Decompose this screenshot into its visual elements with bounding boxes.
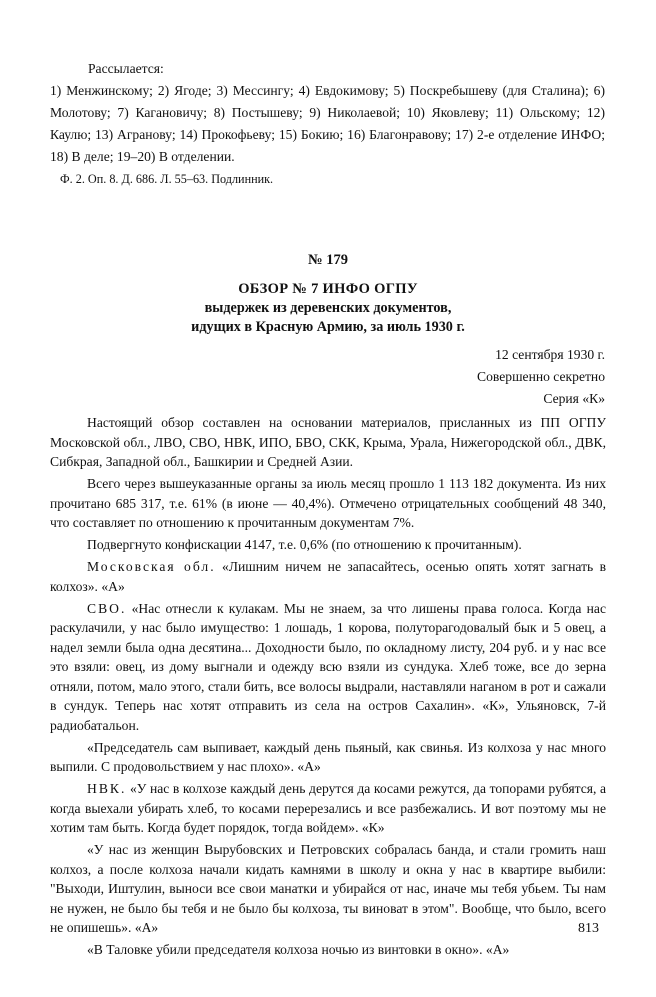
document-number: № 179 — [308, 252, 348, 268]
region-label: НВК. — [87, 781, 127, 796]
paragraph — [50, 413, 606, 472]
region-label: Московская обл. — [87, 559, 216, 574]
paragraph — [50, 557, 606, 596]
document-meta — [477, 344, 605, 410]
document-subtitle — [0, 299, 656, 337]
paragraph-text: Подвергнуто конфискации 4147, т.е. 0,6% (по отношению к прочитанным). — [87, 537, 522, 552]
series-label: Серия «К» — [543, 391, 605, 406]
paragraph — [50, 599, 606, 736]
paragraph-text: «У нас из женщин Вырубовских и Петровских собралась банда, и стали громить наш колхоз, а после колхоза начали кидать камнями в школу и окна у нас в квартире выбили: "Выходи, Иштулин, выноси все свои манатки и убирайся от нас, иначе мы тебя убьем. Ты нам не нужен, не было бы тебя и не было бы колхоза, ты виноват в этом". Вообще, что было, всего не опишешь». «А» — [50, 842, 606, 935]
paragraph — [50, 940, 606, 960]
document-title: ОБЗОР № 7 ИНФО ОГПУ — [238, 281, 418, 297]
paragraph — [50, 474, 606, 533]
subtitle-line-2: идущих в Красную Армию, за июль 1930 г. — [191, 319, 465, 335]
document-date: 12 сентября 1930 г. — [495, 347, 605, 362]
classification-label: Совершенно секретно — [477, 369, 605, 384]
paragraph-text: «Нас отнесли к кулакам. Мы не знаем, за что лишены права голоса. Когда нас раскулачили, у нас было имущество: 1 лошадь, 1 корова, полуторагодовалый бык и 5 овец, а надел земли была одна десятина... Доходности было, по окладному листу, 204 руб. и у нас все это взяли: овец, из дому выгнали и одежду всю взяли из сундука. Хлеб тоже, все до зерна отняли, потом, мало этого, стали бить, все волосы выдрали, наставляли наганом в рот и сажали в сундук. Теперь нас хотят отправить из села на остров Сахалин». «К», Ульяновск, 7-й радиобатальон. — [50, 600, 606, 733]
distribution-list — [50, 58, 605, 168]
document-body — [50, 413, 606, 962]
distribution-label: Рассылается: — [88, 61, 164, 76]
paragraph-text: Всего через вышеуказанные органы за июль месяц прошло 1 113 182 документа. Из них прочитано 685 317, т.е. 61% (в июне — 40,4%). Отмечено отрицательных сообщений 48 340, что составляет по отношению к прочитанным документам 7%. — [50, 476, 606, 530]
paragraph-text: «Председатель сам выпивает, каждый день пьяный, как свинья. Из колхоза у нас много выпили. С продовольствием у нас плохо». «А» — [50, 739, 606, 774]
region-label: СВО. — [87, 600, 127, 616]
paragraph — [50, 779, 606, 838]
paragraph — [50, 840, 606, 938]
paragraph — [50, 535, 606, 555]
distribution-text: 1) Менжинскому; 2) Ягоде; 3) Мессингу; 4) Евдокимову; 5) Поскребышеву (для Сталина); 6) Молотову; 7) Кагановичу; 8) Постышеву; 9) Николаевой; 10) Яковлеву; 11) Ольскому; 12) Каулю; 13) Агранову; 14) Прокофьеву; 15) Бокию; 16) Благонравову; 17) 2-е отделение ИНФО; 18) В деле; 19–20) В отделении. — [50, 83, 605, 164]
paragraph-text: «Лишним ничем не запасайтесь, осенью опять хотят загнать в колхоз». «А» — [50, 559, 607, 594]
page-number: 813 — [578, 921, 599, 936]
paragraph-text: Настоящий обзор составлен на основании материалов, присланных из ПП ОГПУ Московской обл., ЛВО, СВО, НВК, ИПО, БВО, СКК, Крыма, Урала, Нижегородской обл., ДВК, Сибкрая, Западной обл., Башкирии и Средней Азии. — [50, 415, 606, 469]
paragraph — [50, 738, 606, 777]
paragraph-text: «В Таловке убили председателя колхоза ночью из винтовки в окно». «А» — [87, 942, 510, 957]
paragraph-text: «У нас в колхозе каждый день дерутся да косами режутся, да топорами рубятся, а когда выехали убирать хлеб, то косами перерезались и все разбежались. И вот поэтому мы не хотим там быть. Когда будет порядок, тогда войдем». «К» — [50, 781, 606, 835]
archive-source: Ф. 2. Оп. 8. Д. 686. Л. 55–63. Подлинник. — [60, 172, 274, 186]
subtitle-line-1: выдержек из деревенских документов, — [204, 300, 452, 316]
